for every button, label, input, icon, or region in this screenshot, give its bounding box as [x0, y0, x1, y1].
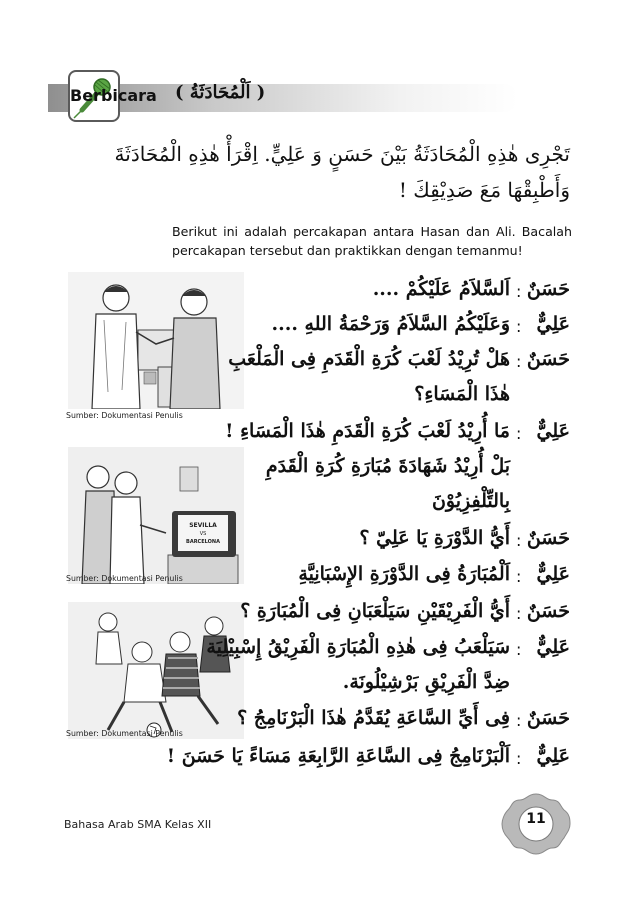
section-title: Berbicara [70, 86, 157, 105]
dialogue-line: أَيُّ الْفَرِيْقَيْنِ سَيَلْعَبَانِ فِى الْمُبَارَةِ ؟ [240, 600, 510, 622]
page-number: 11 [526, 811, 546, 827]
dialogue-line: هٰذَا الْمَسَاءِ؟ [414, 383, 510, 405]
dialogue-line: بَلْ أُرِيْدُ شَهَادَةَ مُبَارَةِ كُرَةِ الْقَدَمِ [265, 455, 510, 477]
svg-text:VS: VS [199, 531, 207, 537]
dialogue-speaker: عَلِيٌّ [536, 313, 570, 335]
intro-arabic-line-1: تَجْرِى هٰذِهِ الْمُحَادَثَةُ بَيْنَ حَسَنٍ وَ عَلِيٍّ. اِقْرَأْ هٰذِهِ الْمُحَادَثَةَ [114, 142, 570, 166]
illustration-handshake [68, 272, 244, 409]
dialogue-speaker: عَلِيٌّ [536, 745, 570, 767]
dialogue-speaker: حَسَنٌ [526, 278, 570, 300]
dialogue-line: اَلسَّلاَمُ عَلَيْكُمْ .... [372, 278, 510, 300]
dialogue-line: فِى أَيِّ السَّاعَةِ يُقَدَّمُ هٰذَا الْبَرْنَامِجُ ؟ [237, 707, 510, 729]
illustration-football [68, 602, 244, 739]
dialogue-colon: : [516, 531, 522, 550]
dialogue-line: بِالتِّلْفِزِيُوْنَ [431, 490, 510, 512]
dialogue-colon: : [516, 711, 522, 730]
dialogue-speaker: حَسَنٌ [526, 527, 570, 549]
dialogue-colon: : [516, 640, 522, 659]
dialogue-colon: : [516, 567, 522, 586]
illustration-tv [68, 447, 244, 584]
image-caption: Sumber: Dokumentasi Penulis [66, 729, 183, 738]
svg-text:BARCELONA: BARCELONA [186, 539, 220, 545]
dialogue-line: هَلْ تُرِيْدُ لَعْبَ كُرَةِ الْقَدَمِ فِى الْمَلْعَبِ [228, 348, 510, 370]
image-caption: Sumber: Dokumentasi Penulis [66, 574, 183, 583]
dialogue-colon: : [516, 282, 522, 301]
intro-arabic-line-2: وَأَطْبِقْهَا مَعَ صَدِيْقِكَ ! [398, 178, 570, 202]
dialogue-speaker: حَسَنٌ [526, 348, 570, 370]
dialogue-speaker: عَلِيٌّ [536, 563, 570, 585]
dialogue-line: أَيُّ الدَّوْرَةِ يَا عَلِيّ ؟ [359, 527, 510, 549]
dialogue-colon: : [516, 317, 522, 336]
footer-book-title: Bahasa Arab SMA Kelas XII [64, 818, 212, 831]
dialogue-speaker: حَسَنٌ [526, 600, 570, 622]
dialogue-line: وَعَلَيْكُمُ السَّلاَمُ وَرَحْمَةُ اللهِ .... [271, 313, 510, 335]
dialogue-line: مَا أُرِيْدُ لَعْبَ كُرَةِ الْقَدَمِ هٰذَا الْمَسَاءِ ! [225, 420, 510, 442]
section-title-arabic: ( اَلْمُحَادَثَةُ ) [175, 82, 266, 103]
dialogue-speaker: عَلِيٌّ [536, 420, 570, 442]
intro-indonesian: Berikut ini adalah percakapan antara Hasan dan Ali. Bacalah percakapan tersebut dan praktikkan dengan temanmu! [172, 224, 572, 258]
dialogue-colon: : [516, 352, 522, 371]
svg-text:SEVILLA: SEVILLA [189, 522, 217, 529]
dialogue-colon: : [516, 604, 522, 623]
dialogue-line: اَلْمُبَارَةُ فِى الدَّوْرَةِ الإِسْبَانِيَّةِ [298, 563, 510, 585]
dialogue-line: ضِدَّ الْفَرِيْقِ بَرْشِيْلُونَة. [342, 671, 510, 693]
dialogue-colon: : [516, 749, 522, 768]
image-caption: Sumber: Dokumentasi Penulis [66, 411, 183, 420]
dialogue-line: سَيَلْعَبُ فِى هٰذِهِ الْمُبَارَةِ الْفَرِيْقُ إِسْبِيْلِيَة [206, 636, 510, 658]
dialogue-speaker: حَسَنٌ [526, 707, 570, 729]
dialogue-speaker: عَلِيٌّ [536, 636, 570, 658]
dialogue-colon: : [516, 424, 522, 443]
dialogue-line: اَلْبَرْنَامِجُ فِى السَّاعَةِ الرَّابِعَةِ مَسَاءً يَا حَسَنَ ! [166, 745, 510, 767]
